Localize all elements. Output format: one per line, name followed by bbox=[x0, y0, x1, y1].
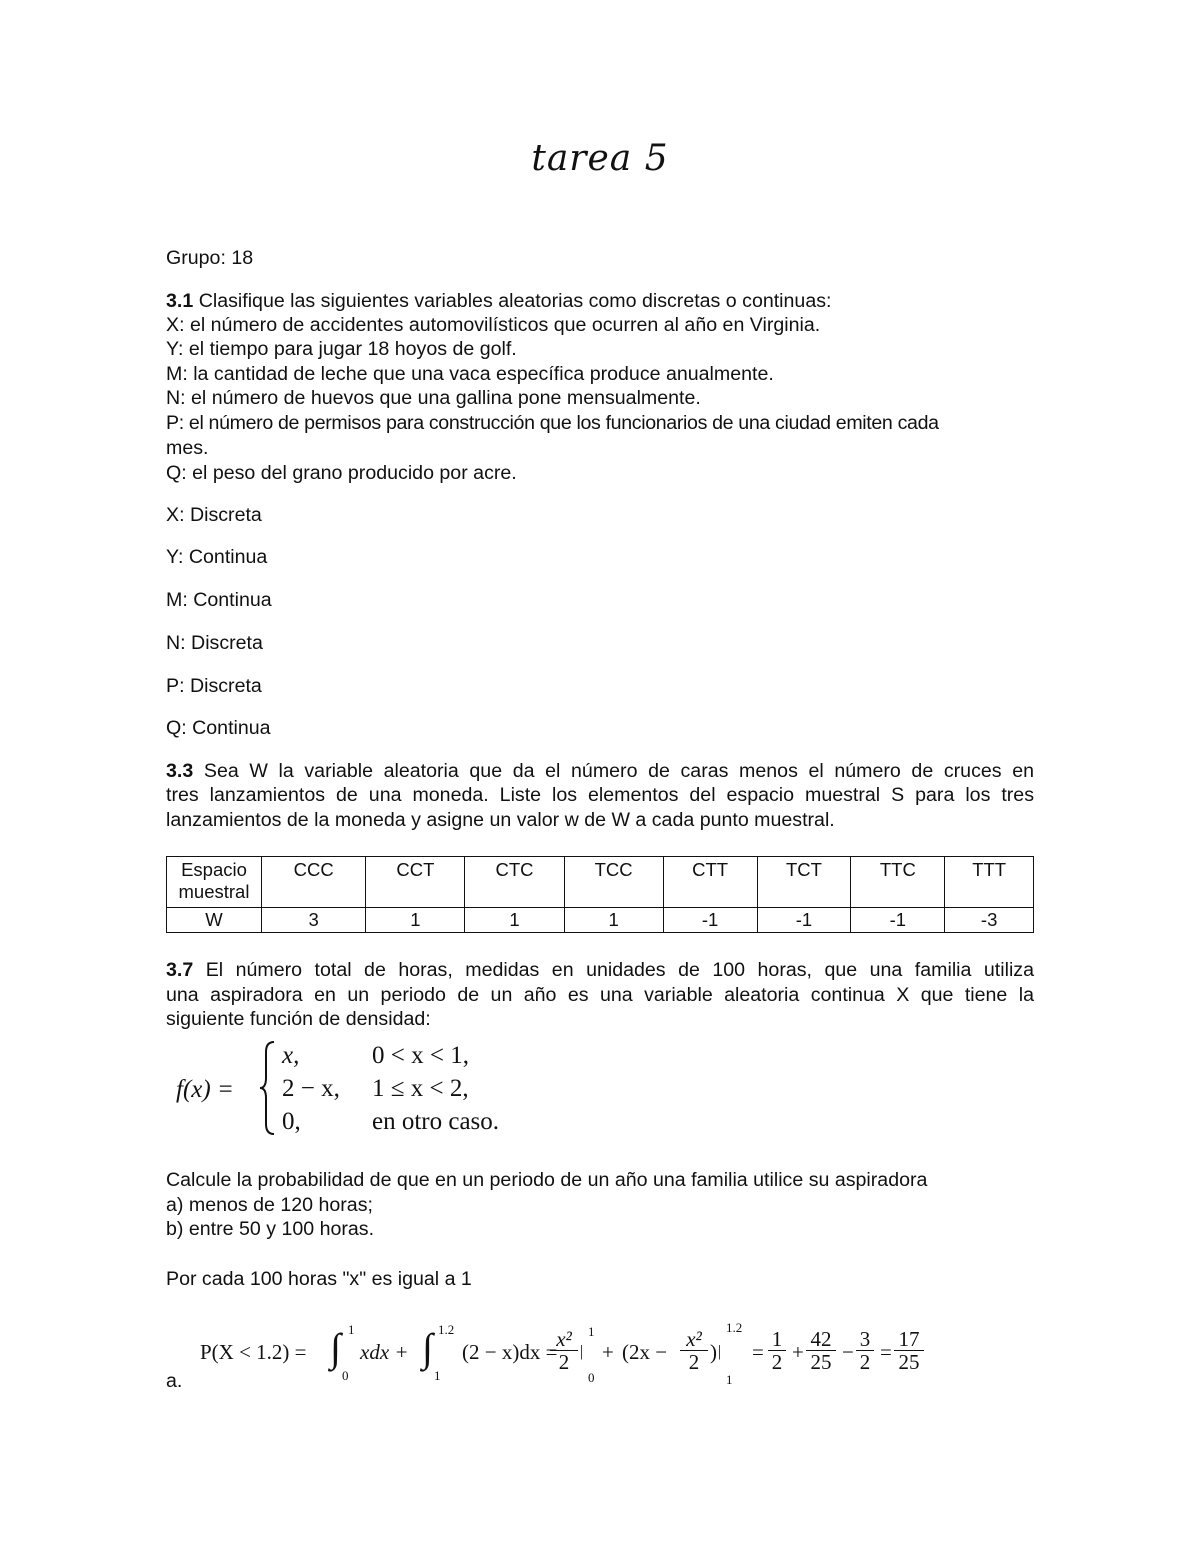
q33-text: Sea W la variable aleatoria que da el número de caras menos el número de cruces en bbox=[193, 760, 1034, 782]
table-cell: TCC bbox=[564, 857, 663, 908]
int1-upper: 1 bbox=[348, 1322, 355, 1337]
case-expr: x, bbox=[282, 1042, 300, 1069]
table-cell: TCT bbox=[757, 857, 851, 908]
eval1-lower: 0 bbox=[588, 1370, 595, 1385]
paren-close: ) bbox=[710, 1340, 717, 1364]
case-expr: 2 − x, bbox=[282, 1075, 340, 1102]
table-cell: CTC bbox=[465, 857, 564, 908]
table-row bbox=[167, 857, 1034, 908]
calc-equals: = bbox=[752, 1340, 764, 1364]
paren-open: (2x − bbox=[622, 1340, 668, 1364]
q33-number: 3.3 bbox=[166, 760, 194, 782]
fraction-numerator: x² bbox=[550, 1328, 578, 1351]
sample-space-table bbox=[166, 856, 1034, 933]
calc-equals: = bbox=[880, 1340, 892, 1364]
q31-item: Y: el tiempo para jugar 18 hoyos de golf. bbox=[166, 338, 517, 360]
fraction-denominator: 25 bbox=[810, 1350, 832, 1374]
table-cell: 1 bbox=[465, 908, 564, 933]
q31-item: P: el número de permisos para construcción que los funcionarios de una ciudad emiten cada bbox=[166, 412, 939, 434]
table-row bbox=[167, 908, 1034, 933]
table-cell: 1 bbox=[564, 908, 663, 933]
fraction-denominator: 2 bbox=[558, 1350, 570, 1374]
fraction bbox=[680, 1328, 708, 1373]
table-cell: CCC bbox=[262, 857, 366, 908]
left-brace-icon bbox=[258, 1040, 278, 1136]
int2-upper: 1.2 bbox=[438, 1322, 455, 1337]
fraction bbox=[550, 1328, 578, 1373]
q33-statement-line: lanzamientos de la moneda y asigne un valor w de W a cada punto muestral. bbox=[166, 809, 835, 831]
q37-number: 3.7 bbox=[166, 959, 194, 981]
case-cond: en otro caso. bbox=[372, 1108, 500, 1135]
q31-item: M: la cantidad de leche que una vaca específica produce anualmente. bbox=[166, 363, 774, 385]
q31-item: X: el número de accidentes automovilísticos que ocurren al año en Virginia. bbox=[166, 314, 821, 336]
density-lhs: f(x) = bbox=[176, 1076, 234, 1103]
fraction-numerator: 42 bbox=[806, 1328, 836, 1351]
calc-op: − bbox=[842, 1340, 854, 1364]
table-cell: -1 bbox=[757, 908, 851, 933]
eval-bar-icon: | bbox=[718, 1343, 722, 1360]
q31-answer: Q: Continua bbox=[166, 717, 271, 739]
table-cell: 1 bbox=[366, 908, 465, 933]
eval2-upper: 1.2 bbox=[726, 1320, 743, 1335]
fraction-numerator: 3 bbox=[856, 1328, 874, 1351]
table-cell: TTT bbox=[945, 857, 1034, 908]
table-cell: -3 bbox=[945, 908, 1034, 933]
fraction-denominator: 2 bbox=[859, 1350, 871, 1374]
eval-bar-icon: | bbox=[580, 1343, 584, 1360]
fraction-denominator: 2 bbox=[688, 1350, 700, 1374]
table-cell: -1 bbox=[851, 908, 945, 933]
density-function bbox=[174, 1040, 534, 1140]
q31-number: 3.1 bbox=[166, 290, 194, 312]
q37-statement-line: siguiente función de densidad: bbox=[166, 1008, 431, 1030]
answer-label: a. bbox=[166, 1370, 183, 1392]
table-cell: CTT bbox=[663, 857, 757, 908]
fraction bbox=[856, 1328, 874, 1373]
int2-body: (2 − x)dx = bbox=[462, 1340, 558, 1364]
table-cell: CCT bbox=[366, 857, 465, 908]
q31-item: N: el número de huevos que una gallina pone mensualmente. bbox=[166, 387, 701, 409]
q31-answer: M: Continua bbox=[166, 589, 272, 611]
q31-answer: N: Discreta bbox=[166, 632, 263, 654]
q33-statement-line bbox=[166, 759, 1034, 783]
fraction-numerator: x² bbox=[680, 1328, 708, 1351]
q31-answer: Y: Continua bbox=[166, 546, 268, 568]
group-line: Grupo: 18 bbox=[166, 247, 254, 269]
document-title: tarea 5 bbox=[531, 138, 669, 179]
q37-statement-line: una aspiradora en un periodo de un año es una variable aleatoria continua X que tiene la bbox=[166, 984, 1034, 1006]
fraction bbox=[894, 1328, 924, 1373]
integral-icon: ∫ bbox=[422, 1325, 433, 1370]
fraction-denominator: 2 bbox=[771, 1350, 783, 1374]
calc-lhs: P(X < 1.2) = bbox=[200, 1340, 307, 1364]
q37-question-line: a) menos de 120 horas; bbox=[166, 1194, 373, 1216]
table-cell: -1 bbox=[663, 908, 757, 933]
case-expr: 0, bbox=[282, 1108, 301, 1135]
table-header-cell bbox=[167, 857, 262, 908]
q31-text: Clasifique las siguientes variables aleatorias como discretas o continuas: bbox=[193, 290, 832, 312]
int1-body: xdx + bbox=[360, 1340, 409, 1364]
integral-icon: ∫ bbox=[330, 1325, 341, 1370]
q31-answer: P: Discreta bbox=[166, 675, 262, 697]
probability-calculation bbox=[200, 1318, 940, 1392]
case-cond: 1 ≤ x < 2, bbox=[372, 1075, 469, 1102]
q31-item: mes. bbox=[166, 437, 209, 459]
fraction-numerator: 1 bbox=[768, 1328, 786, 1351]
calc-plus: + bbox=[602, 1340, 614, 1364]
case-cond: 0 < x < 1, bbox=[372, 1042, 469, 1069]
q37-statement-line bbox=[166, 958, 1034, 982]
q31-statement bbox=[166, 289, 831, 313]
q31-answer: X: Discreta bbox=[166, 504, 262, 526]
q37-text: El número total de horas, medidas en unidades de 100 horas, que una familia utiliza bbox=[193, 959, 1034, 981]
q37-note: Por cada 100 horas "x" es igual a 1 bbox=[166, 1268, 472, 1290]
eval2-lower: 1 bbox=[726, 1372, 733, 1387]
fraction-denominator: 25 bbox=[898, 1350, 920, 1374]
q33-statement-line: tres lanzamientos de una moneda. Liste los elementos del espacio muestral S para los tres bbox=[166, 784, 1034, 806]
fraction-numerator: 17 bbox=[894, 1328, 924, 1351]
q37-question-line: b) entre 50 y 100 horas. bbox=[166, 1218, 375, 1240]
header-label-line: Espacio bbox=[181, 859, 247, 880]
header-label-line: muestral bbox=[178, 881, 250, 902]
table-cell: 3 bbox=[262, 908, 366, 933]
calc-op: + bbox=[792, 1340, 804, 1364]
q37-question-line: Calcule la probabilidad de que en un periodo de un año una familia utilice su aspiradora bbox=[166, 1169, 928, 1191]
fraction bbox=[806, 1328, 836, 1373]
q31-item: Q: el peso del grano producido por acre. bbox=[166, 462, 517, 484]
int1-lower: 0 bbox=[342, 1368, 349, 1383]
table-row-label: W bbox=[167, 908, 262, 933]
table-cell: TTC bbox=[851, 857, 945, 908]
int2-lower: 1 bbox=[434, 1368, 441, 1383]
eval1-upper: 1 bbox=[588, 1324, 595, 1339]
fraction bbox=[768, 1328, 786, 1373]
